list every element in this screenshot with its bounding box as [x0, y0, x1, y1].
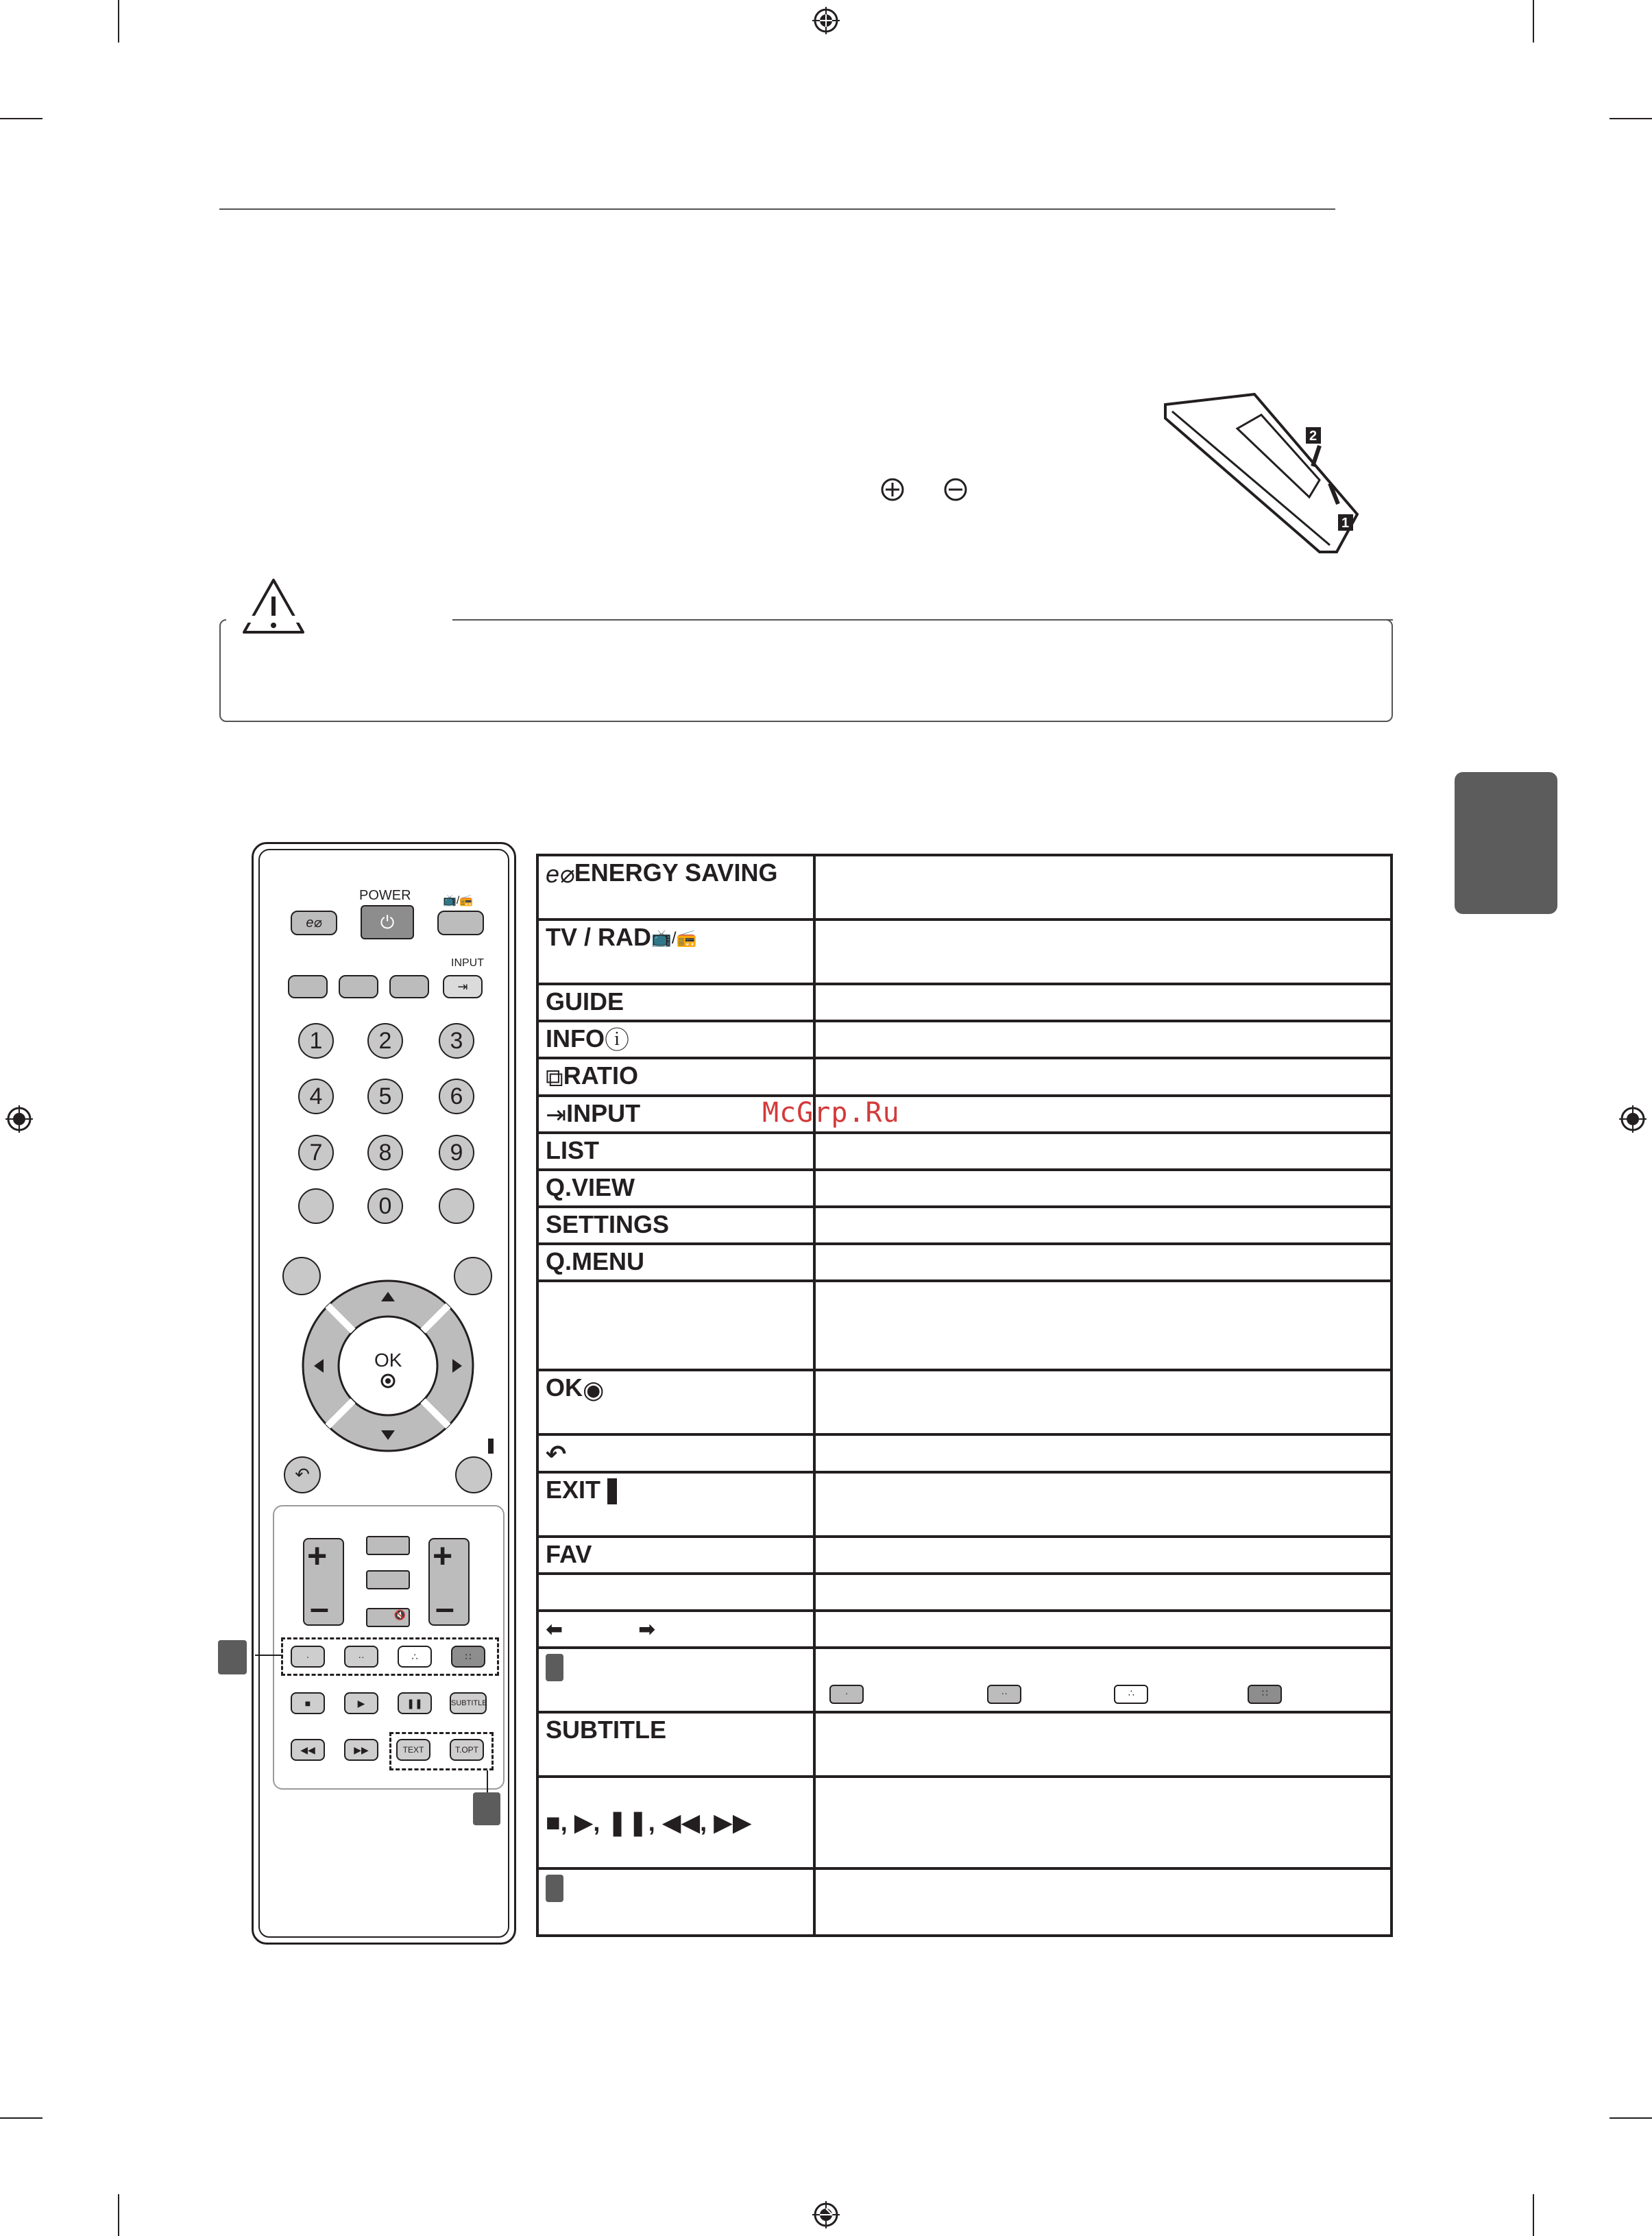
ratio-icon: ⧉	[546, 1063, 563, 1092]
number-1-button[interactable]: 1	[298, 1023, 334, 1059]
plus-polarity-icon	[880, 477, 905, 502]
page-down-arrow-icon: ➡	[638, 1618, 656, 1642]
exit-icon	[488, 1439, 494, 1454]
power-button[interactable]: ⏻	[361, 905, 414, 939]
volume-plus-icon: +	[307, 1537, 328, 1575]
callout-2	[546, 1875, 563, 1902]
callout-connector	[255, 1655, 281, 1656]
green-key-icon: ··	[987, 1685, 1021, 1704]
table-row	[537, 1648, 1392, 1712]
registration-mark-icon	[1619, 1105, 1647, 1133]
table-row	[537, 1021, 1392, 1058]
tv-radio-icon: 📺/📻	[651, 929, 697, 948]
ok-icon: ◉	[583, 1375, 605, 1404]
key-label: RATIO	[563, 1061, 639, 1090]
table-row	[537, 1434, 1392, 1471]
crop-mark	[118, 0, 119, 43]
input-icon: ⇥	[546, 1101, 567, 1129]
registration-mark-icon	[812, 7, 840, 34]
back-button[interactable]: ↶	[284, 1456, 321, 1493]
key-label: INPUT	[566, 1098, 641, 1127]
watermark: McGrp.Ru	[762, 1097, 900, 1129]
ratio-button[interactable]	[389, 975, 429, 998]
text-button[interactable]: TEXT	[396, 1739, 430, 1761]
number-3-button[interactable]: 3	[439, 1023, 474, 1059]
fav-button[interactable]	[366, 1536, 410, 1555]
table-row	[537, 984, 1392, 1021]
subtitle-button[interactable]: SUBTITLE	[450, 1692, 487, 1714]
caution-box	[219, 619, 1393, 722]
ok-label: OK	[374, 1349, 402, 1371]
table-row	[537, 1574, 1392, 1611]
program-plus-icon: +	[433, 1537, 453, 1575]
key-label: OK	[546, 1373, 583, 1402]
leaf-icon: e⌀	[546, 860, 574, 889]
caution-box-top-fill	[226, 616, 452, 623]
key-label: SUBTITLE	[546, 1716, 666, 1744]
registration-mark-icon	[5, 1105, 33, 1133]
key-label: INFO	[546, 1024, 605, 1053]
callout-connector	[487, 1770, 488, 1792]
table-row	[537, 1170, 1392, 1207]
key-label: GUIDE	[546, 987, 624, 1015]
red-key-icon: ·	[829, 1685, 864, 1704]
table-row	[537, 1207, 1392, 1244]
number-2-button[interactable]: 2	[367, 1023, 403, 1059]
mute-button[interactable]: 🔇	[366, 1608, 410, 1627]
number-0-button[interactable]: 0	[367, 1188, 403, 1224]
3d-button[interactable]	[366, 1570, 410, 1589]
svg-text:2: 2	[1309, 429, 1317, 444]
input-button[interactable]: ⇥	[443, 975, 483, 998]
tv-rad-button[interactable]	[437, 911, 484, 935]
stop-button[interactable]: ■	[291, 1692, 325, 1714]
power-label: POWER	[359, 888, 411, 903]
key-label: SETTINGS	[546, 1210, 670, 1239]
table-row	[537, 1133, 1392, 1170]
callout-1	[218, 1640, 247, 1674]
input-label: INPUT	[451, 957, 484, 969]
crop-mark	[0, 2117, 42, 2119]
key-label: TV / RAD	[546, 923, 652, 951]
number-7-button[interactable]: 7	[298, 1135, 334, 1170]
caution-label-line	[452, 619, 1393, 621]
volume-minus-icon: –	[310, 1589, 329, 1627]
exit-icon	[607, 1478, 617, 1504]
number-5-button[interactable]: 5	[367, 1079, 403, 1114]
number-8-button[interactable]: 8	[367, 1135, 403, 1170]
blue-button[interactable]: ∷	[451, 1646, 485, 1668]
table-row	[537, 1777, 1392, 1868]
red-button[interactable]: ·	[291, 1646, 325, 1668]
info-icon: ⓘ	[605, 1026, 630, 1055]
callout-1	[546, 1654, 563, 1681]
svg-text:1: 1	[1341, 516, 1350, 531]
table-row	[537, 1244, 1392, 1281]
rewind-button[interactable]: ◀◀	[291, 1739, 325, 1761]
info-button[interactable]	[339, 975, 378, 998]
list-button[interactable]	[298, 1188, 334, 1224]
key-description-table	[536, 854, 1393, 1937]
table-row	[537, 1281, 1392, 1370]
key-label: EXIT	[546, 1475, 601, 1504]
key-label: LIST	[546, 1136, 599, 1165]
energy-saving-button[interactable]: e⌀	[291, 911, 337, 935]
table-row	[537, 919, 1392, 984]
blue-key-icon: ∷	[1248, 1685, 1282, 1704]
table-row	[537, 1611, 1392, 1648]
crop-mark	[0, 118, 42, 119]
pause-button[interactable]: ❚❚	[398, 1692, 432, 1714]
green-button[interactable]: ··	[344, 1646, 378, 1668]
section-tab	[1455, 772, 1557, 914]
number-4-button[interactable]: 4	[298, 1079, 334, 1114]
table-row	[537, 1370, 1392, 1434]
play-button[interactable]: ▶	[344, 1692, 378, 1714]
callout-2	[473, 1792, 500, 1825]
minus-polarity-icon	[943, 477, 968, 502]
key-label: Q.VIEW	[546, 1173, 635, 1202]
table-row	[537, 1712, 1392, 1777]
program-minus-icon: –	[435, 1589, 454, 1627]
table-row	[537, 1868, 1392, 1936]
crop-mark	[1610, 118, 1652, 119]
key-label: ENERGY SAVING	[574, 858, 778, 887]
key-label: FAV	[546, 1539, 592, 1568]
header-rule	[219, 208, 1335, 210]
crop-mark	[1533, 2194, 1534, 2236]
key-label: Q.MENU	[546, 1247, 644, 1276]
number-6-button[interactable]: 6	[439, 1079, 474, 1114]
playback-icons: ■, ▶, ❚❚, ◀◀, ▶▶	[546, 1808, 752, 1837]
table-row	[537, 1058, 1392, 1095]
battery-cover-illustration	[1158, 387, 1364, 559]
fast-forward-button[interactable]: ▶▶	[344, 1739, 378, 1761]
table-row	[537, 855, 1392, 919]
exit-button[interactable]	[455, 1456, 492, 1493]
back-icon: ↶	[546, 1439, 567, 1468]
crop-mark	[1533, 0, 1534, 43]
page-up-arrow-icon: ⬅	[546, 1618, 563, 1642]
table-row	[537, 1472, 1392, 1537]
topt-button[interactable]: T.OPT	[450, 1739, 484, 1761]
crop-mark	[1610, 2117, 1652, 2119]
number-9-button[interactable]: 9	[439, 1135, 474, 1170]
guide-button[interactable]	[288, 975, 328, 998]
registration-mark-icon	[812, 2201, 840, 2228]
table-row	[537, 1096, 1392, 1133]
yellow-key-icon: ∴	[1114, 1685, 1148, 1704]
crop-mark	[118, 2194, 119, 2236]
qview-button[interactable]	[439, 1188, 474, 1224]
tv-rad-icon: 📺/📻	[443, 895, 474, 906]
yellow-button[interactable]: ∴	[398, 1646, 432, 1668]
table-row	[537, 1537, 1392, 1574]
